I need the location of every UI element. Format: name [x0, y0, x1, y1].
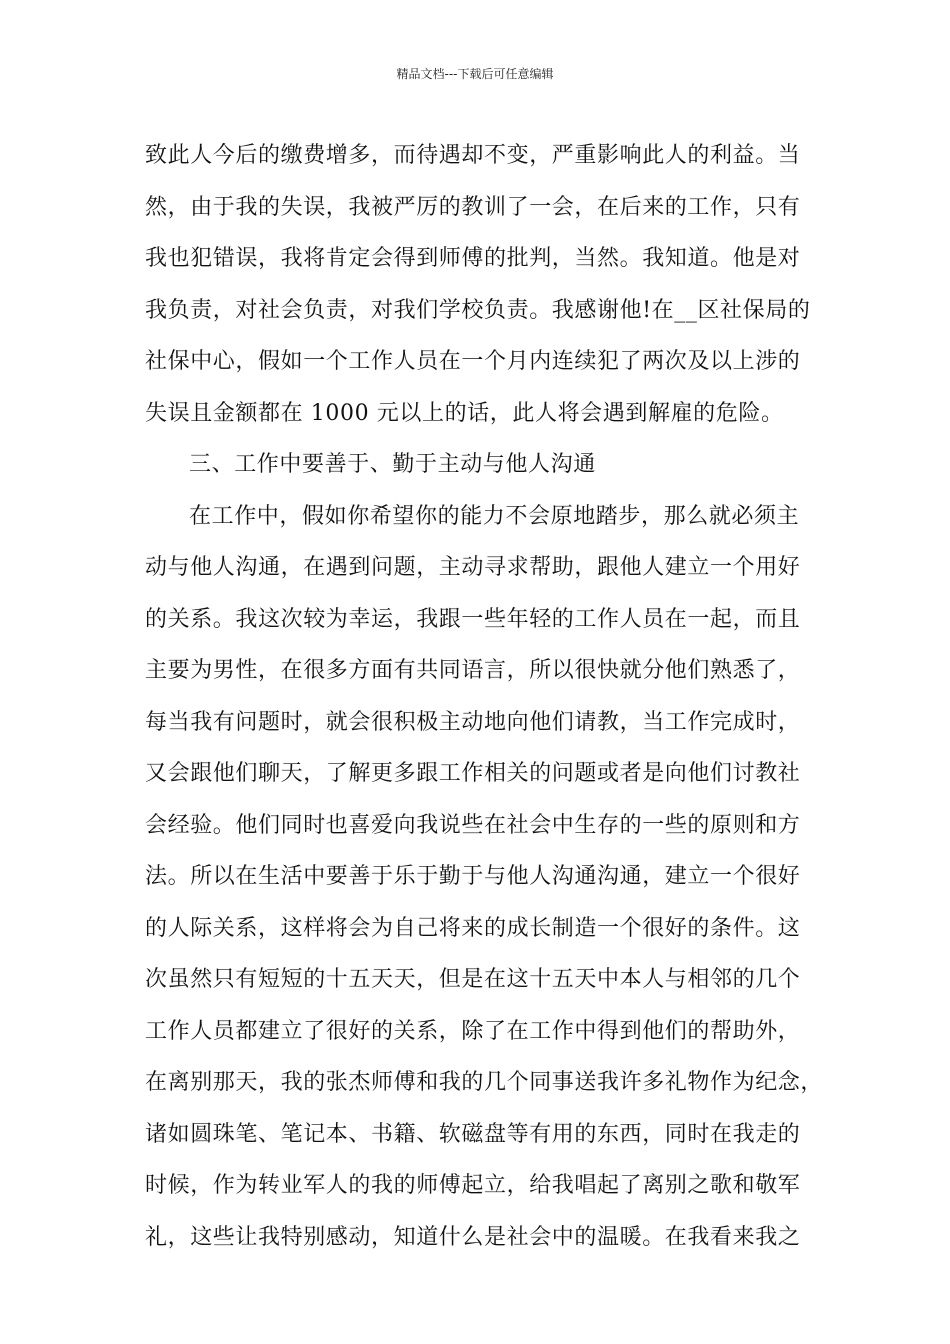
text-line: 然，由于我的失误，我被严厉的教训了一会，在后来的工作，只有: [145, 194, 801, 220]
text-line: 主要为男性，在很多方面有共同语言，所以很快就分他们熟悉了，: [145, 658, 801, 683]
text-line: 社保中心，假如一个工作人员在一个月内连续犯了两次及以上涉的: [145, 349, 801, 374]
text-line: 致此人今后的缴费增多，而待遇却不变，严重影响此人的利益。当: [145, 143, 801, 168]
text-line: 在工作中，假如你希望你的能力不会原地踏步，那么就必须主: [189, 503, 800, 529]
text-line: 我也犯错误，我将肯定会得到师傅的批判，当然。我知道。他是对: [145, 246, 801, 271]
section-heading: 三、工作中要善于、勤于主动与他人沟通: [189, 452, 596, 477]
text-line: 诸如圆珠笔、笔记本、书籍、软磁盘等有用的东西，同时在我走的: [145, 1121, 801, 1147]
text-line: 又会跟他们聊天，了解更多跟工作相关的问题或者是向他们讨教社: [145, 761, 801, 786]
text-line: 失误且金额都在 1000 元以上的话，此人将会遇到解雇的危险。: [145, 400, 784, 426]
text-line: 法。所以在生活中要善于乐于勤于与他人沟通沟通，建立一个很好: [145, 864, 801, 889]
document-body: [145, 130, 824, 1263]
text-line: 动与他人沟通，在遇到问题，主动寻求帮助，跟他人建立一个用好: [145, 555, 801, 580]
text-line: 次虽然只有短短的十五天天，但是在这十五天中本人与相邻的几个: [145, 967, 801, 992]
text-line: 礼，这些让我特别感动，知道什么是社会中的温暖。在我看来我之: [145, 1224, 801, 1250]
page-header: 精品文档---下载后可任意编辑: [396, 67, 554, 81]
text-line: 时候，作为转业军人的我的师傅起立，给我唱起了离别之歌和敬军: [145, 1173, 801, 1198]
text-line: 的人际关系，这样将会为自己将来的成长制造一个很好的条件。这: [145, 915, 801, 941]
text-line: 每当我有问题时，就会很积极主动地向他们请教，当工作完成时，: [145, 709, 801, 735]
text-line: 的关系。我这次较为幸运，我跟一些年轻的工作人员在一起，而且: [145, 606, 801, 632]
text-line: 会经验。他们同时也喜爱向我说些在社会中生存的一些的原则和方: [145, 812, 801, 838]
text-line: 我负责，对社会负责，对我们学校负责。我感谢他!在__区社保局的: [145, 297, 811, 323]
text-line: 在离别那天，我的张杰师傅和我的几个同事送我许多礼物作为纪念，: [145, 1070, 824, 1095]
text-line: 工作人员都建立了很好的关系，除了在工作中得到他们的帮助外，: [145, 1018, 801, 1044]
